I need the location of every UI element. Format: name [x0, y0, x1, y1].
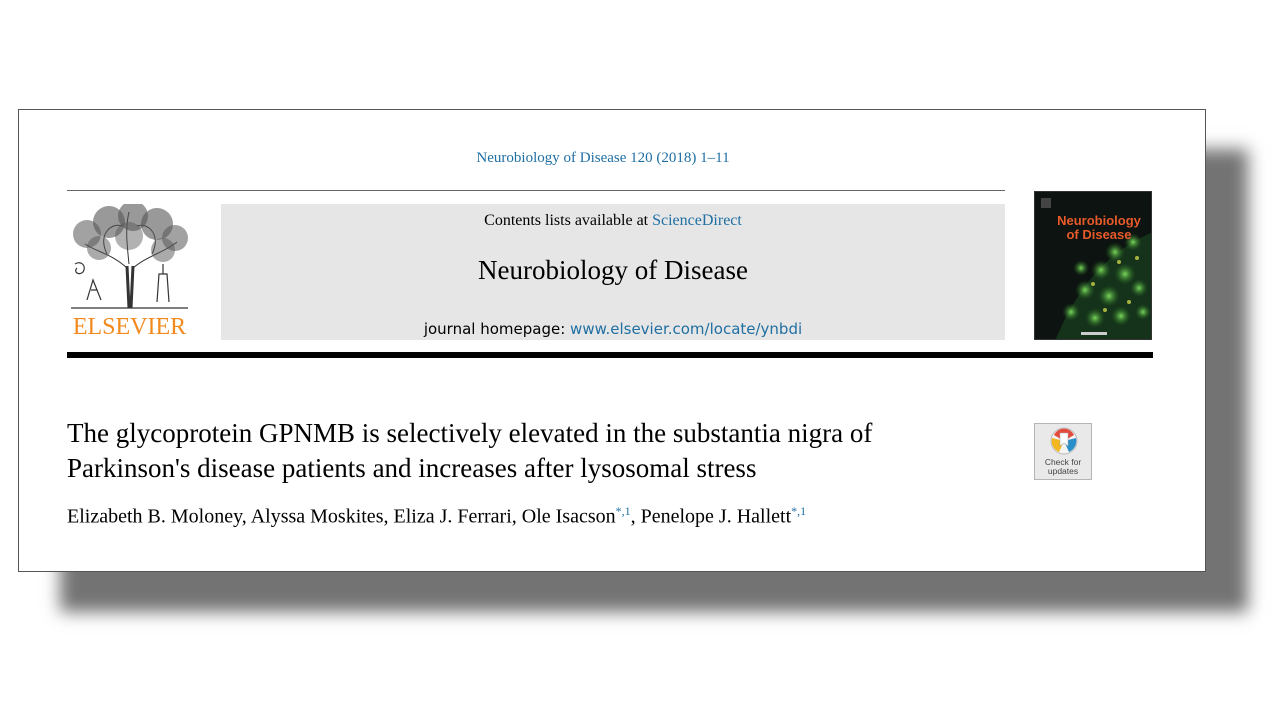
- journal-title: Neurobiology of Disease: [478, 255, 748, 285]
- contents-line: [221, 212, 1005, 230]
- author-name[interactable]: Eliza J. Ferrari: [393, 505, 512, 528]
- contents-prefix: Contents lists available at: [484, 212, 649, 229]
- tree-of-knowledge-logo-icon: [67, 204, 192, 312]
- journal-cover-thumbnail[interactable]: [1034, 191, 1152, 340]
- cover-title: [1047, 214, 1151, 242]
- article-title: [67, 416, 1017, 486]
- article-title-line2: Parkinson's disease patients and increases after lysosomal stress: [67, 453, 757, 483]
- author-name[interactable]: Alyssa Moskites: [250, 505, 384, 528]
- updates-label-line1: Check for: [1044, 457, 1082, 467]
- updates-label: [1035, 458, 1091, 476]
- divider-thick: [67, 352, 1153, 358]
- crossmark-icon: [1035, 424, 1093, 458]
- homepage-link[interactable]: www.elsevier.com/locate/ynbdi: [570, 320, 803, 338]
- divider-thin: [67, 190, 1005, 191]
- author-affiliation-mark[interactable]: *,1: [615, 504, 631, 518]
- journal-banner: [221, 204, 1005, 340]
- cover-title-line1: Neurobiology: [1057, 213, 1141, 228]
- author-name[interactable]: Elizabeth B. Moloney: [67, 505, 242, 528]
- cover-title-line2: of Disease: [1066, 227, 1132, 242]
- author-separator: ,: [511, 505, 522, 528]
- article-header-card: [18, 109, 1206, 572]
- article-title-line1: The glycoprotein GPNMB is selectively elevated in the substantia nigra of: [67, 418, 873, 448]
- homepage-prefix: journal homepage:: [423, 320, 566, 338]
- sciencedirect-link[interactable]: ScienceDirect: [652, 212, 742, 229]
- author-name[interactable]: Penelope J. Hallett: [640, 505, 792, 528]
- updates-label-line2: updates: [1047, 466, 1079, 476]
- elsevier-logo[interactable]: [67, 204, 192, 342]
- author-separator: ,: [241, 505, 251, 528]
- author-list: [67, 504, 806, 529]
- journal-citation[interactable]: Neurobiology of Disease 120 (2018) 1–11: [476, 150, 730, 166]
- author-separator: ,: [383, 505, 394, 528]
- elsevier-wordmark: ELSEVIER: [72, 314, 187, 340]
- homepage-line: [221, 320, 1005, 338]
- check-for-updates-button[interactable]: [1034, 423, 1092, 480]
- author-name[interactable]: Ole Isacson: [521, 505, 616, 528]
- author-separator: ,: [630, 505, 641, 528]
- author-affiliation-mark[interactable]: *,1: [791, 504, 807, 518]
